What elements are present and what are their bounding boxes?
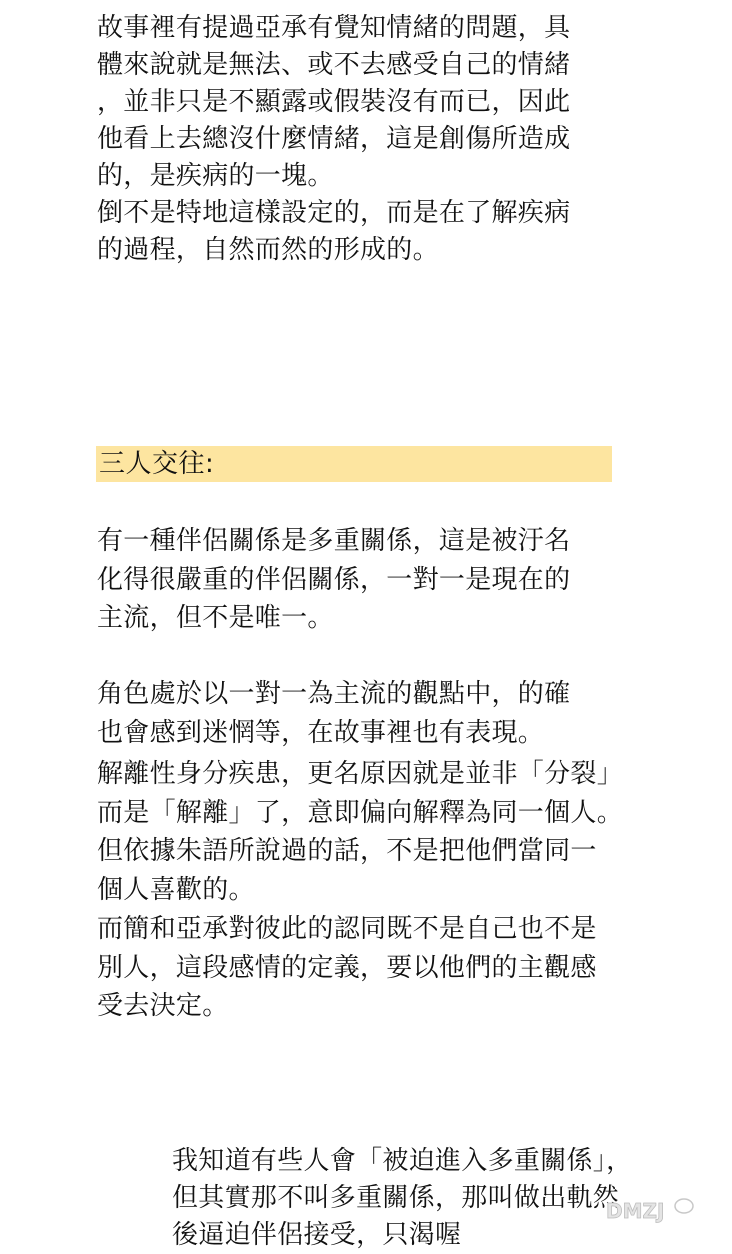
text-line: 故事裡有提過亞承有覺知情緒的問題，具	[97, 13, 571, 43]
text-line: 個人喜歡的。	[97, 874, 255, 905]
text-line: 有一種伴侶關係是多重關係，這是被汙名	[97, 526, 571, 556]
text-line: 也會感到迷惘等，在故事裡也有表現。	[97, 717, 545, 748]
text-line: 後逼迫伴侶接受，只渴喔	[172, 1220, 462, 1250]
watermark-text: DMZJ	[606, 1199, 665, 1223]
text-line: 而簡和亞承對彼此的認同既不是自己也不是	[97, 914, 597, 944]
text-line: 倒不是特地這樣設定的，而是在了解疾病	[97, 198, 571, 228]
text-line: 他看上去總沒什麼情緒，這是創傷所造成	[97, 124, 571, 154]
text-line: 的過程，自然而然的形成的。	[97, 235, 439, 265]
text-line: 但依據朱語所說過的話，不是把他們當同一	[97, 836, 597, 866]
site-watermark-logo	[604, 1194, 696, 1224]
paragraph-polyamory	[97, 522, 657, 638]
paragraph-characters-confused	[97, 675, 657, 752]
text-line: ，並非只是不顯露或假裝沒有而已，因此	[97, 87, 571, 117]
text-line: 角色處於以一對一為主流的觀點中，的確	[97, 679, 571, 709]
text-line: 解離性身分疾患，更名原因就是並非「分裂」	[97, 759, 624, 789]
text-line: 主流，但不是唯一。	[97, 603, 334, 633]
text-line: 我知道有些人會「被迫進入多重關係」，	[172, 1146, 633, 1176]
text-line: 化得很嚴重的伴侶關係，一對一是現在的	[97, 564, 571, 595]
text-line: 但其實那不叫多重關係，那叫做出軌然	[172, 1183, 620, 1213]
text-line: 而是「解離」了，意即偏向解釋為同一個人。	[97, 797, 624, 828]
text-line: 的，是疾病的一塊。	[97, 161, 334, 191]
paragraph-identity	[97, 910, 657, 1026]
paragraph-trauma-emotion	[97, 10, 657, 195]
paragraph-not-intentional	[97, 195, 657, 269]
text-line: 體來說就是無法、或不去感受自己的情緒	[97, 50, 571, 80]
paragraph-dissociation	[97, 755, 657, 909]
text-line: 受去決定。	[97, 991, 229, 1021]
text-line: 別人，這段感情的定義，要以他們的主觀感	[97, 952, 597, 983]
section-heading: 三人交往:	[99, 449, 215, 479]
